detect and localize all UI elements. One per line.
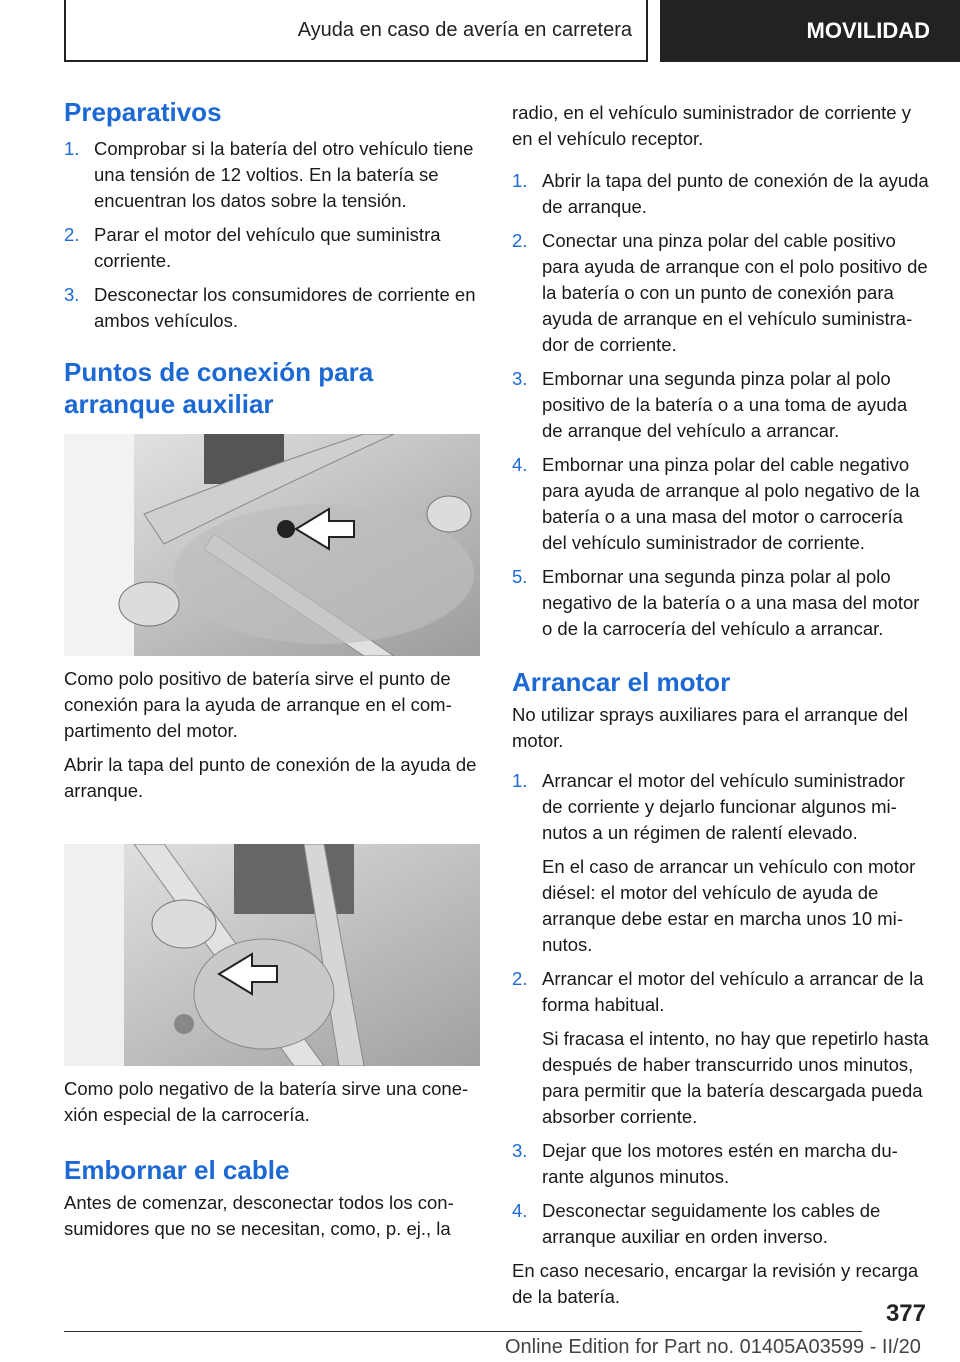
list-item: 1. Comprobar si la batería del otro vehículo tiene una tensión de 12 voltios. En la batería se encuentran los datos sobre la tensión. [64,138,474,211]
list-item: 2. Arrancar el motor del vehículo a arrancar de la forma habitual. Si fracasa el intento, no hay que repetirlo hasta después de haber transcurrido unos minutos, para permitir que la batería descargada pueda absorber corriente. [512,968,929,1127]
list-item: 4. Embornar una pinza polar del cable negativo para ayuda de arranque al polo negativo de la batería o a una masa del motor o carrocería del vehículo suministrador de corriente. [512,454,920,553]
cable-intro-text: Antes de comenzar, desconectar todos los consumidores que no se necesitan, como, p. ej., la [64,1192,454,1239]
heading-arrancar-motor: Arrancar el motor [512,667,731,697]
cable-intro-continued: radio, en el vehículo suministrador de corriente y en el vehículo receptor. [512,102,911,149]
header-chapter-tab[interactable] [660,0,960,62]
prep-steps [64,136,482,334]
left-column [64,96,482,1242]
list-item: 4. Desconectar seguidamente los cables de arranque auxiliar en orden inverso. [512,1200,881,1247]
section-title: Ayuda en caso de avería en carretera [297,18,632,41]
points-text-negative: Como polo negativo de la batería sirve una conexión especial de la carrocería. [64,1078,469,1125]
list-item: 1. Arrancar el motor del vehículo suministrador de corriente y dejarlo funcionar algunos minutos a un régimen de ralentí elevado. En el caso de arrancar un vehículo con motor diésel: el motor del vehículo de ayuda de arranque debe estar en marcha unos 10 minutos. [512,770,916,955]
engine-bay-figure-negative [64,844,480,1066]
cable-steps [512,168,930,642]
points-text-open-cover: Abrir la tapa del punto de conexión de la ayuda de arranque. [64,754,477,801]
engine-bay-figure-positive [64,434,480,656]
list-item: 2. Parar el motor del vehículo que suministra corriente. [64,224,441,271]
list-item: 1. Abrir la tapa del punto de conexión de la ayuda de arranque. [512,170,929,217]
heading-embornar-cable: Embornar el cable [64,1155,290,1185]
edition-note: Online Edition for Part no. 01405A03599 - II/20 [505,1336,921,1358]
heading-preparativos: Preparativos [64,97,222,127]
list-item: 3. Dejar que los motores estén en marcha durante algunos minutos. [512,1140,898,1187]
footer-divider [64,1331,862,1332]
right-column [512,100,930,1310]
list-item: 2. Conectar una pinza polar del cable positivo para ayuda de arranque con el polo positivo de la batería o con un punto de conexión para ayuda de arranque en el vehículo suministrador de corriente. [512,230,928,355]
header-section-title [64,0,648,62]
final-text: En caso necesario, encargar la revisión y recarga de la batería. [512,1260,919,1307]
start-intro-text: No utilizar sprays auxiliares para el arranque del motor. [512,704,908,751]
start-steps [512,768,930,1250]
list-item: 5. Embornar una segunda pinza polar al polo negativo de la batería o a una masa del motor o de la carrocería del vehículo a arrancar. [512,566,920,639]
chapter-label: MOVILIDAD [806,18,930,43]
list-item: 3. Embornar una segunda pinza polar al polo positivo de la batería o a una toma de ayuda de arranque del vehículo a arrancar. [512,368,908,441]
heading-puntos-conexion: Puntos de conexión para arranque auxiliar [64,357,374,419]
points-text-positive: Como polo positivo de batería sirve el punto de conexión para la ayuda de arranque en el compartimento del motor. [64,668,452,741]
list-item: 3. Desconectar los consumidores de corriente en ambos vehículos. [64,284,476,331]
page-number: 377 [885,1300,926,1327]
